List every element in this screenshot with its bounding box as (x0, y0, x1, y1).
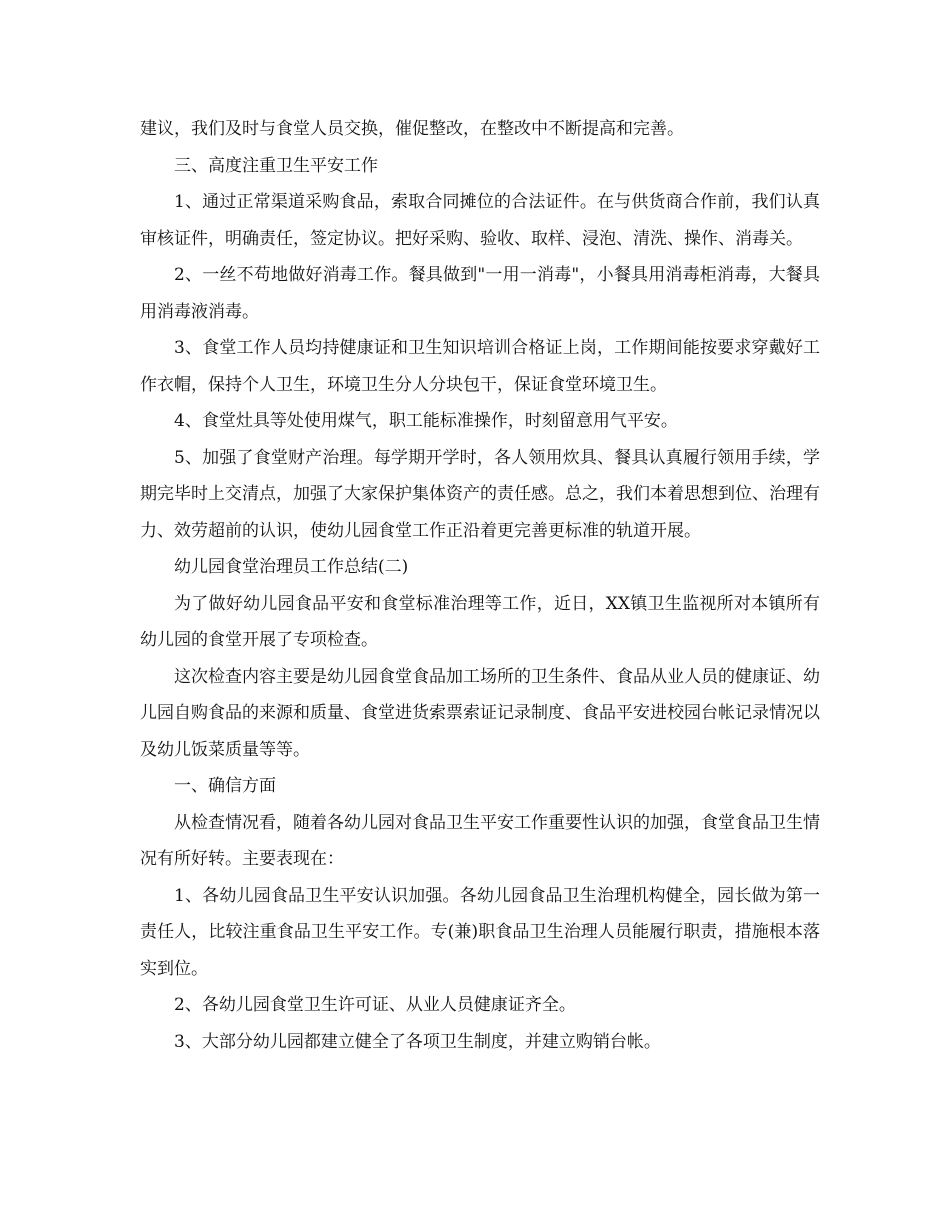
paragraph: 从检查情况看，随着各幼儿园对食品卫生平安工作重要性认识的加强，食堂食品卫生情况有所好转。主要表现在： (140, 812, 820, 869)
paragraph: 为了做好幼儿园食品平安和食堂标准治理等工作，近日，XX镇卫生监视所对本镇所有幼儿园的食堂开展了专项检查。 (140, 593, 820, 650)
paragraph: 这次检查内容主要是幼儿园食堂食品加工场所的卫生条件、食品从业人员的健康证、幼儿园自购食品的来源和质量、食堂进货索票索证记录制度、食品平安进校园台帐记录情况以及幼儿饭菜质量等等。 (140, 666, 820, 760)
paragraph: 3、食堂工作人员均持健康证和卫生知识培训合格证上岗，工作期间能按要求穿戴好工作衣帽，保持个人卫生，环境卫生分人分块包干，保证食堂环境卫生。 (140, 338, 820, 395)
section-heading: 幼儿园食堂治理员工作总结(二) (174, 557, 409, 577)
section-heading: 三、高度注重卫生平安工作 (174, 155, 378, 176)
paragraph: 1、通过正常渠道采购食品，索取合同摊位的合法证件。在与供货商合作前，我们认真审核证件，明确责任，签定协议。把好采购、验收、取样、浸泡、清洗、操作、消毒关。 (140, 192, 820, 249)
paragraph: 建议，我们及时与食堂人员交换，催促整改，在整改中不断提高和完善。 (140, 119, 684, 139)
section-heading: 一、确信方面 (174, 776, 276, 796)
paragraph: 2、各幼儿园食堂卫生许可证、从业人员健康证齐全。 (174, 995, 576, 1015)
paragraph: 4、食堂灶具等处使用煤气，职工能标准操作，时刻留意用气平安。 (174, 411, 678, 431)
paragraph: 2、一丝不苟地做好消毒工作。餐具做到"一用一消毒"，小餐具用消毒柜消毒，大餐具用消毒液消毒。 (140, 265, 820, 322)
paragraph: 3、大部分幼儿园都建立健全了各项卫生制度，并建立购销台帐。 (174, 1031, 661, 1052)
document-body (140, 111, 820, 1060)
paragraph: 1、各幼儿园食品卫生平安认识加强。各幼儿园食品卫生治理机构健全，园长做为第一责任人，比较注重食品卫生平安工作。专(兼)职食品卫生治理人员能履行职责，措施根本落实到位。 (140, 885, 820, 979)
paragraph: 5、加强了食堂财产治理。每学期开学时，各人领用炊具、餐具认真履行领用手续，学期完毕时上交清点，加强了大家保护集体资产的责任感。总之，我们本着思想到位、治理有力、效劳超前的认识，使幼儿园食堂工作正沿着更完善更标准的轨道开展。 (140, 447, 820, 541)
